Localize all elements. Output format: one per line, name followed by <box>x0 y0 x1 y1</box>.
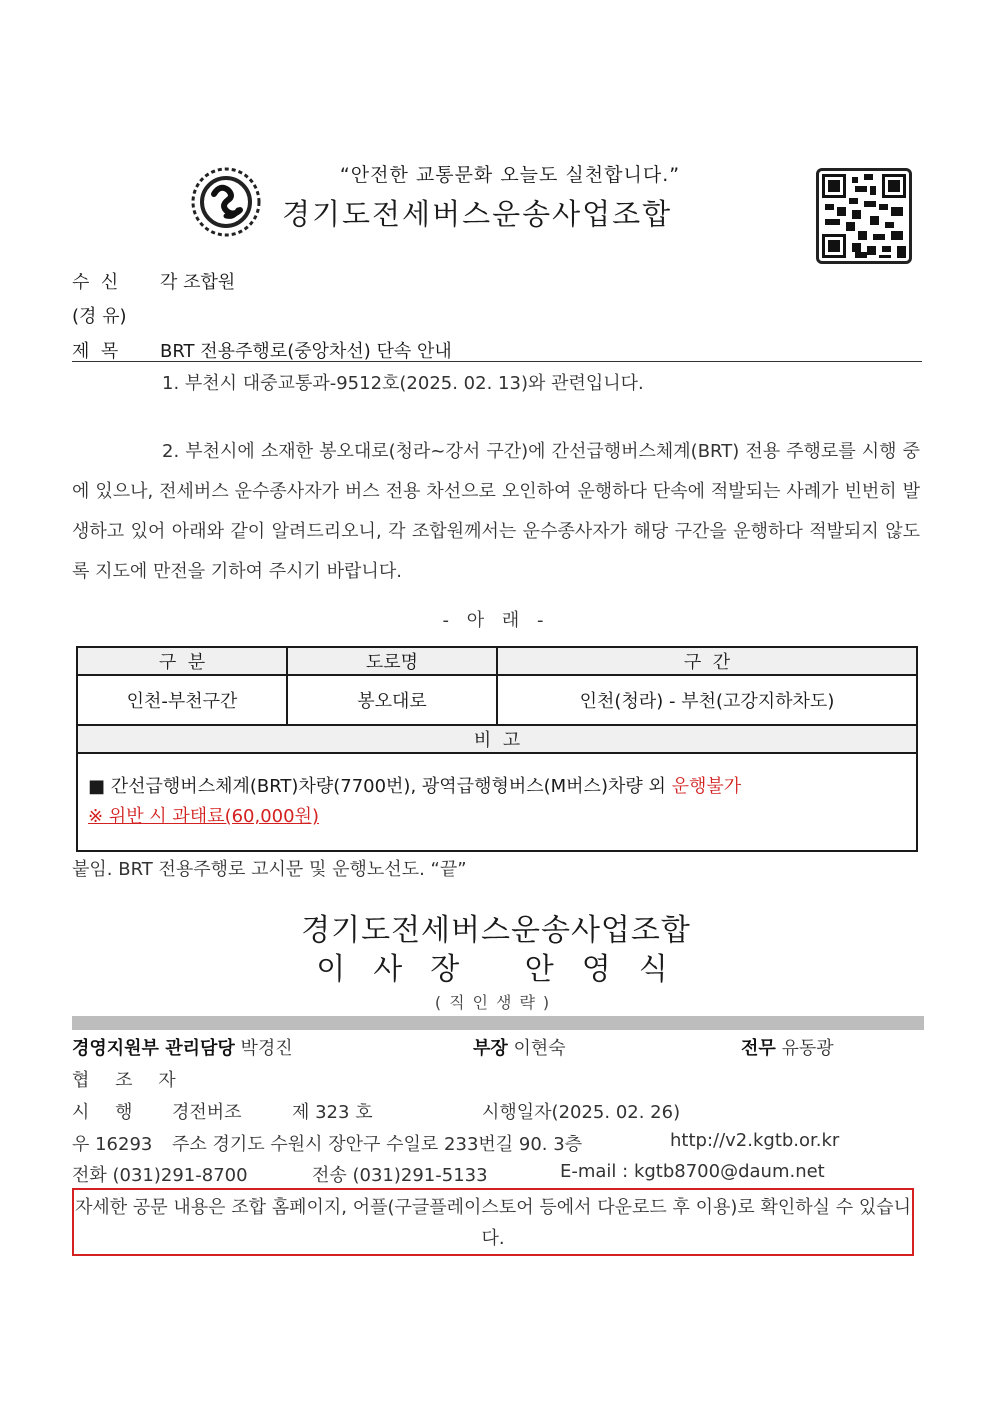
cell-road: 봉오대로 <box>287 675 497 725</box>
attachment-line: 붙임. BRT 전용주행로 고시문 및 운행노선도. “끝” <box>72 859 467 880</box>
via-row <box>72 302 127 328</box>
exec-date: 시행일자(2025. 02. 26) <box>482 1102 681 1123</box>
remark-line <box>88 772 916 802</box>
paragraph-1: 1. 부천시 대중교통과-9512호(2025. 02. 13)와 관련입니다. <box>162 373 644 394</box>
remarks-header: 비 고 <box>77 725 917 753</box>
address: 주소 경기도 수원시 장안구 수일로 233번길 90. 3층 <box>172 1134 583 1155</box>
route-table <box>76 646 918 852</box>
footer-divider <box>72 1016 924 1030</box>
recipient-row <box>72 268 235 294</box>
homepage-link[interactable]: http://v2.kgtb.or.kr <box>670 1130 840 1151</box>
signature-chairman: 이사장 안영식 <box>316 952 696 987</box>
recipient: 각 조합원 <box>160 272 236 293</box>
staff-2-name: 이현숙 <box>513 1038 566 1059</box>
seal-omitted-note: (직인생략) <box>434 993 558 1012</box>
union-emblem-icon <box>190 166 262 238</box>
penalty-note: ※ 위반 시 과태료(60,000원) <box>88 806 319 827</box>
email[interactable]: E-mail : kgtb8700@daum.net <box>560 1161 825 1182</box>
header-road: 도로명 <box>287 647 497 675</box>
fax: 전송 (031)291-5133 <box>312 1165 488 1186</box>
exec-dept: 경전버조 <box>172 1102 242 1123</box>
subject: BRT 전용주행로(중앙차선) 단속 안내 <box>160 341 452 362</box>
qr-code-icon[interactable] <box>816 168 912 264</box>
staff-1-title: 경영지원부 관리담당 <box>72 1038 235 1059</box>
staff-3 <box>741 1034 834 1060</box>
below-heading: - 아 래 - <box>442 610 550 631</box>
org-title: 경기도전세버스운송사업조합 <box>282 197 673 231</box>
remark-highlight: 운행불가 <box>671 776 742 797</box>
header-division: 구 분 <box>77 647 287 675</box>
cell-division: 인천-부천구간 <box>77 675 287 725</box>
header-section: 구 간 <box>497 647 917 675</box>
remarks-cell <box>77 753 917 851</box>
cooperator-label: 협 조 자 <box>72 1070 186 1091</box>
cell-section: 인천(청라) - 부천(고강지하차도) <box>497 675 917 725</box>
via-label: (경 유) <box>72 306 127 327</box>
doc-number: 제 323 호 <box>292 1102 373 1123</box>
signature-org: 경기도전세버스운송사업조합 <box>301 913 691 948</box>
staff-3-name: 유동광 <box>781 1038 834 1059</box>
staff-2-title: 부장 <box>473 1038 508 1059</box>
subject-divider <box>72 361 922 362</box>
slogan: “안전한 교통문화 오늘도 실천합니다.” <box>339 164 681 186</box>
notice-box: 자세한 공문 내용은 조합 홈페이지, 어플(구글플레이스토어 등에서 다운로드 후 이용)로 확인하실 수 있습니다. <box>72 1188 914 1256</box>
square-bullet-icon: ■ <box>88 776 106 797</box>
staff-2 <box>473 1034 566 1060</box>
staff-1-name: 박경진 <box>240 1038 293 1059</box>
subject-label: 제 목 <box>72 341 119 362</box>
postal-code: 우 16293 <box>72 1134 153 1155</box>
staff-1 <box>72 1034 293 1060</box>
recipient-label: 수 신 <box>72 272 119 293</box>
exec-label: 시 행 <box>72 1102 143 1123</box>
subject-row <box>72 337 452 363</box>
phone: 전화 (031)291-8700 <box>72 1165 248 1186</box>
remark-text: 간선급행버스체계(BRT)차량(7700번), 광역급행형버스(M버스)차량 외 <box>110 776 666 797</box>
staff-3-title: 전무 <box>741 1038 776 1059</box>
paragraph-2: 2. 부천시에 소재한 봉오대로(청라~강서 구간)에 간선급행버스체계(BRT) 전용 주행로를 시행 중에 있으나, 전세버스 운수종사자가 버스 전용 차선으로 오인하여 운행하다 단속에 적발되는 사례가 빈번히 발생하고 있어 아래와 같이 알려드리오니, 각 조합원께서는 운수종사자가 해당 구간을 운행하다 적발되지 않도록 지도에 만전을 기하여 주시기 바랍니다. <box>72 441 920 582</box>
